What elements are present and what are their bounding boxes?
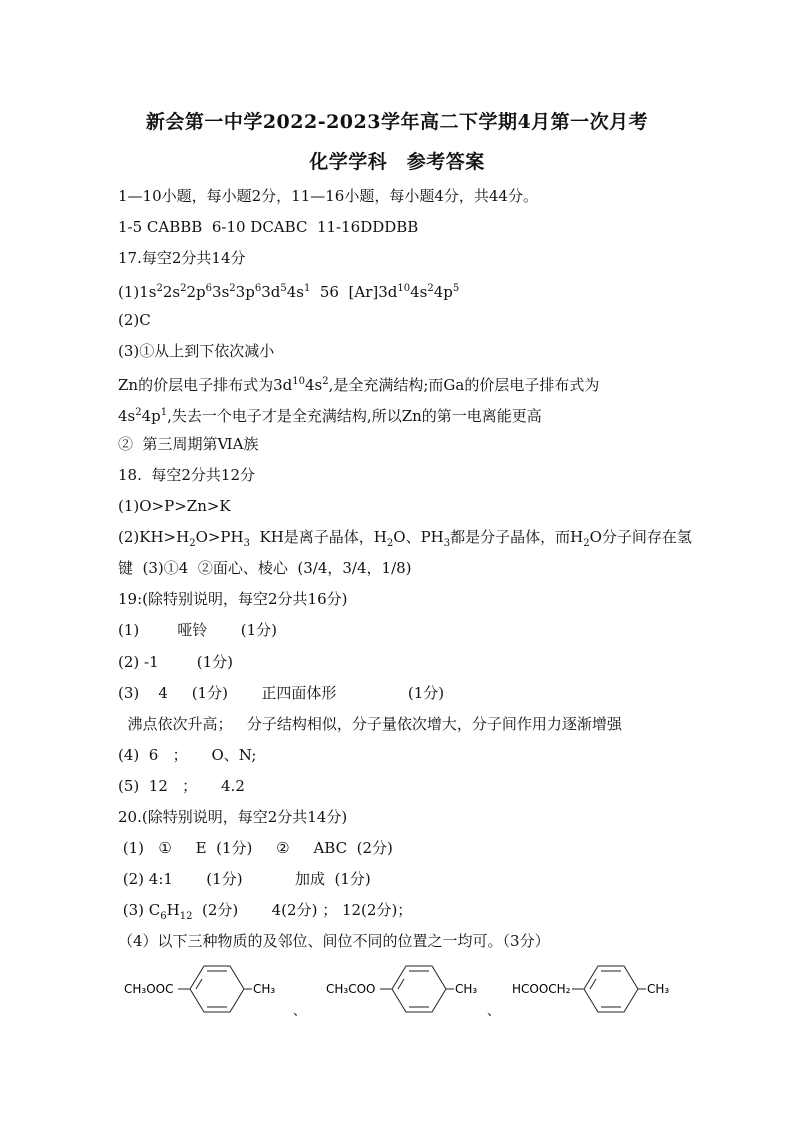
ring-double-bond [398,979,404,989]
q20-4-answer: （4）以下三种物质的及邻位、间位不同的位置之一均可。（3分） [118,932,550,950]
ring-double-bond [196,979,202,989]
q17-2-answer: (2)C [118,311,151,329]
q19-4-answer: (4) 6 ； O、N; [118,746,257,764]
q20-heading: 20.(除特别说明，每空2分共14分) [118,808,348,826]
q19-1-answer: (1) 哑铃 (1分) [118,621,278,639]
right-group-label: CH₃ [647,982,670,996]
q20-3-answer: (3) $C_6H_{12}$ (2分) 4(2分) ； 12(2分)； [118,901,413,922]
mc-answers: 1-5 CABBB 6-10 DCABC 11-16DDDBB [118,218,419,236]
structure-formate-ester [512,958,677,1018]
left-group-label: CH₃COO [326,982,376,996]
q19-3-explanation: 沸点依次升高； 分子结构相似，分子量依次增大，分子间作用力逐渐增强 [118,715,622,733]
q17-3-answer: (3)①从上到下依次减小 [118,342,275,360]
q20-2-answer: (2) 4:1 (1分) 加成 (1分) [118,870,371,888]
ring-double-bond [590,979,596,989]
right-group-label: CH₃ [455,982,478,996]
scoring-rule: 1—10小题，每小题2分，11—16小题，每小题4分，共44分。 [118,187,538,205]
q18-3-answer: 键 (3)①4 ②面心、棱心 (3/4，3/4，1/8) [118,559,412,577]
q18-1-answer: (1)O>P>Zn>K [118,497,231,515]
separator-mark: 、 [487,1004,501,1019]
q19-2-answer: (2) -1 (1分) [118,653,234,671]
q19-5-answer: (5) 12 ； 4.2 [118,777,245,795]
exam-subtitle: 化学学科 参考答案 [309,151,485,173]
benzene-ring [584,966,638,1012]
q17-explanation-line1: Zn的价层电子排布式为$3d^{10}4s^2$,是全充满结构;而Ga的价层电子排布式为 [118,376,600,394]
q18-heading: 18. 每空2分共12分 [118,466,256,484]
separator-mark: 、 [293,1004,307,1019]
q17-explanation-line2: $4s^24p^1$,失去一个电子才是全充满结构,所以Zn的第一电离能更高 [118,407,542,425]
left-group-label: CH₃OOC [124,982,174,996]
benzene-ring [190,966,244,1012]
q17-1-answer: $(1)1s^22s^22p^63s^23p^63d^54s^1$ 56 $[Ar]3d^{10}4s^24p^5$ [118,283,460,301]
structure-methyl-ester [124,958,284,1018]
q17-heading: 17.每空2分共14分 [118,249,246,267]
q19-3-answer: (3) 4 (1分) 正四面体形 (1分) [118,684,445,702]
right-group-label: CH₃ [253,982,276,996]
q20-1-answer: (1) ① E (1分) ② ABC (2分) [118,839,393,857]
exam-title: 新会第一中学2022-2023学年高二下学期4月第一次月考 [145,111,649,133]
q19-heading: 19:(除特别说明，每空2分共16分) [118,590,348,608]
q18-2-answer: $(2)KH>H_2O>PH_3$ KH是离子晶体，$H_2O$、$PH_3$都是分子晶体，而$H_2O$分子间存在氢 [118,528,692,549]
left-group-label: HCOOCH₂ [512,982,571,996]
structure-acetate-ester [326,958,486,1018]
benzene-ring [392,966,446,1012]
q17-period-group: ② 第三周期第ⅥA族 [118,435,259,453]
